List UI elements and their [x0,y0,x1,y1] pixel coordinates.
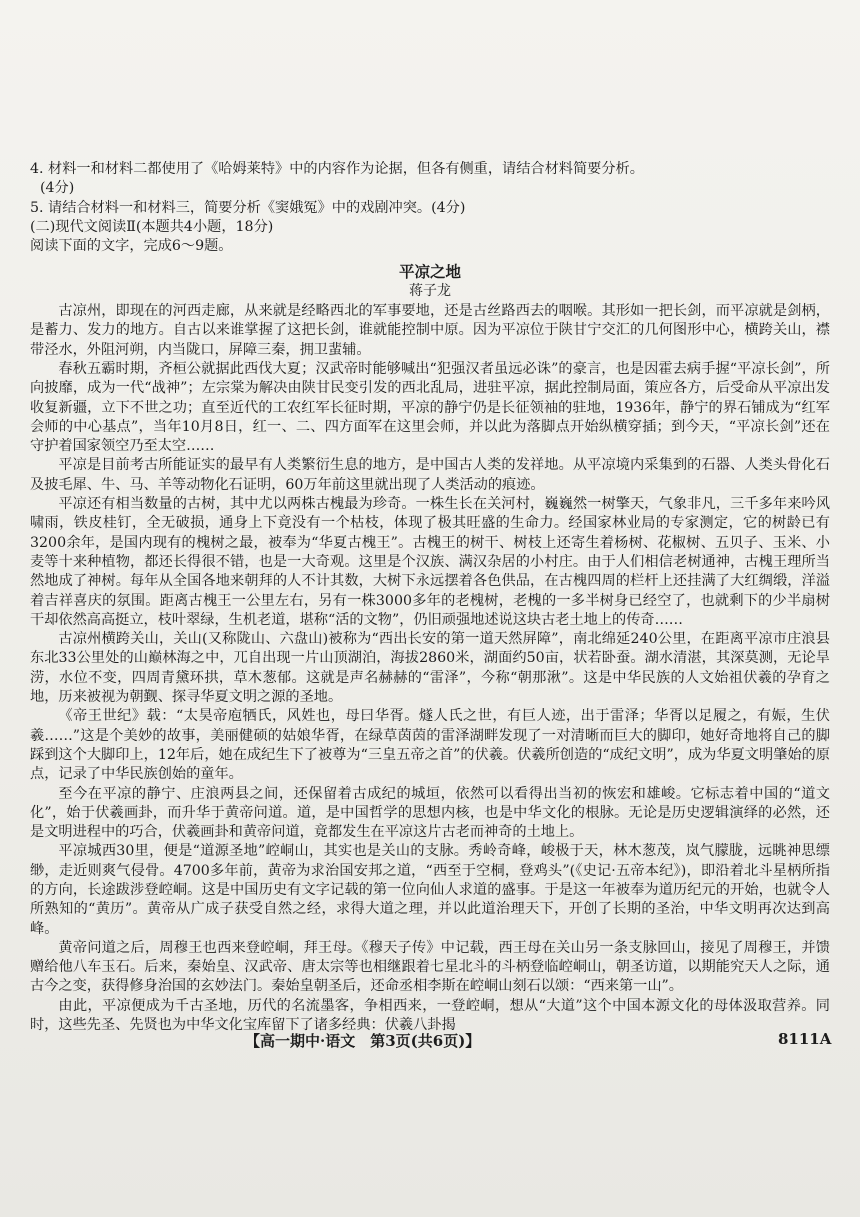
question-5: 5. 请结合材料一和材料三，简要分析《窦娥冤》中的戏剧冲突。(4分) [30,199,466,216]
question-4-score: (4分) [40,180,75,197]
article-paragraph: 《帝王世纪》载：“太昊帝庖牺氏，风姓也，母曰华胥。燧人氏之世，有巨人迹，出于雷泽；华胥以足履之，有娠，生伏羲……”这是个美妙的故事，美丽健硕的姑娘华胥，在绿草茵茵的雷泽湖畔发现了一对清晰而巨大的脚印，她好奇地将自己的脚踩到这个大脚印上，12年后，她在成纪生下了被尊为“三皇五帝之首”的伏羲。伏羲所创造的“成纪文明”，成为华夏文明肇始的原点，记录了中华民族创始的童年。 [30,708,830,783]
article-title: 平凉之地 [398,262,461,282]
page-footer [0,1030,860,1052]
article-paragraph: 春秋五霸时期，齐桓公就据此西伐大夏；汉武帝时能够喊出“犯强汉者虽远必诛”的豪言，也是因霍去病手握“平凉长剑”，所向披靡，成为一代“战神”；左宗棠为解决由陕甘民变引发的西北乱局，进驻平凉，据此控制局面，策应各方，后受命从平凉出发收复新疆，立下不世之功；直至近代的工农红军长征时期，平凉的静宁仍是长征领袖的驻地，1936年，静宁的界石铺成为“红军会师的中心基点”，当年10月8日，红一、二、四方面军在这里会师，并以此为落脚点开始纵横穿插；到今天，“平凉长剑”还在守护着国家领空乃至太空…… [30,360,830,455]
footer-page-info: 【高一期中·语文 第3页(共6页)】 [245,1032,481,1050]
article-paragraph: 平凉还有相当数量的古树，其中尤以两株古槐最为珍奇。一株生长在关河村，巍巍然一树擎天，气象非凡，三千多年来吟风啸雨，铁皮桂钉，全无破损，通身上下竟没有一个枯枝，体现了极其旺盛的生命力。经国家林业局的专家测定，它的树龄已有3200余年，是国内现有的槐树之最，被奉为“华夏古槐王”。古槐王的树干、树枝上还寄生着杨树、花椒树、五贝子、玉米、小麦等十来种植物，都还长得很不错，也是一大奇观。这里是个汉族、满汉杂居的小村庄。由于人们相信老树通神，古槐王理所当然地成了神树。每年从全国各地来朝拜的人不计其数，大树下永远摆着各色供品，在古槐四周的栏杆上还挂满了大红绸缎，洋溢着吉祥喜庆的氛围。距离古槐王一公里左右，另有一株3000多年的老槐树，老槐的一多半树身已经空了，也就剩下的少半扇树干却依然高高挺立，枝叶翠绿，生机老道，堪称“活的文物”，仍旧顽强地述说这块古老土地上的传奇…… [30,496,830,628]
question-4: 4. 材料一和材料二都使用了《哈姆莱特》中的内容作为论据，但各有侧重，请结合材料简要分析。 [30,161,644,177]
footer-exam-code: 8111A [778,1030,832,1048]
page-content [30,160,830,1035]
section-instruction: 阅读下面的文字，完成6～9题。 [30,238,233,255]
article-paragraph: 黄帝问道之后，周穆王也西来登崆峒，拜王母。《穆天子传》中记载，西王母在关山另一条支脉回山，接见了周穆王，并馈赠给他八车玉石。后来，秦始皇、汉武帝、唐太宗等也相继跟着七星北斗的斗柄登临崆峒山，朝圣访道，以期能究天人之际，通古今之变，获得修身治国的玄妙法门。秦始皇朝圣后，还命丞相李斯在崆峒山刻石以颂：“西来第一山”。 [30,939,830,995]
section-heading: (二)现代文阅读Ⅱ(本题共4小题，18分) [30,218,274,235]
article-paragraph: 平凉城西30里，便是“道源圣地”崆峒山，其实也是关山的支脉。秀岭奇峰，峻极于天，林木葱茂，岚气朦胧，远眺神思缥缈，走近则爽气侵骨。4700多年前，黄帝为求治国安邦之道，“西至于空桐，登鸡头”(《史记·五帝本纪》)，即沿着北斗星柄所指的方向，长途跋涉登崆峒。这是中国历史有文字记载的第一位向仙人求道的盛事。于是这一年被奉为道历纪元的开始，也就令人所熟知的“黄历”。黄帝从广成子获受自然之经，求得大道之理，并以此道治理天下，开创了长期的圣治，中华文明再次达到高峰。 [30,843,830,937]
article-paragraph: 平凉是目前考古所能证实的最早有人类繁衍生息的地方，是中国古人类的发祥地。从平凉境内采集到的石器、人类头骨化石及披毛犀、牛、马、羊等动物化石证明，60万年前这里就出现了人类活动的痕迹。 [30,457,830,493]
article-body [30,302,830,1035]
article-author: 蒋子龙 [409,282,451,299]
article-paragraph: 古凉州横跨关山，关山(又称陇山、六盘山)被称为“西出长安的第一道天然屏障”，南北绵延240公里，在距离平凉市庄浪县东北33公里处的山巅林海之中，兀自出现一片山顶湖泊，海拔2860米，湖面约50亩，状若卧蚕。湖水清湛，其深莫测，无论旱涝，水位不变，四周青黛环拱，草木葱郁。这就是声名赫赫的“雷泽”，今称“朝那湫”。这是中华民族的人文始祖伏羲的孕育之地，历来被视为朝觐、探寻华夏文明之源的圣地。 [30,631,830,706]
article-paragraph: 古凉州，即现在的河西走廊，从来就是经略西北的军事要地，还是古丝路西去的咽喉。其形如一把长剑，而平凉就是剑柄，是蓄力、发力的地方。自古以来谁掌握了这把长剑，谁就能控制中原。因为平凉位于陕甘宁交汇的几何图形中心，横跨关山，襟带泾水，外阻河朔，内当陇口，屏障三秦，拥卫蜚辅。 [30,303,830,358]
article-paragraph: 至今在平凉的静宁、庄浪两县之间，还保留着古成纪的城垣，依然可以看得出当初的恢宏和雄峻。它标志着中国的“道文化”，始于伏羲画卦，而升华于黄帝问道。道，是中国哲学的思想内核，也是中华文化的根脉。无论是历史逻辑演绎的必然，还是文明进程中的巧合，伏羲画卦和黄帝问道，竟都发生在平凉这片古老而神奇的土地上。 [30,785,830,841]
article-paragraph: 由此，平凉便成为千古圣地，历代的名流墨客，争相西来，一登崆峒，想从“大道”这个中国本源文化的母体汲取营养。同时，这些先圣、先贤也为中华文化宝库留下了诸多经典：伏羲八卦揭 [30,997,830,1034]
